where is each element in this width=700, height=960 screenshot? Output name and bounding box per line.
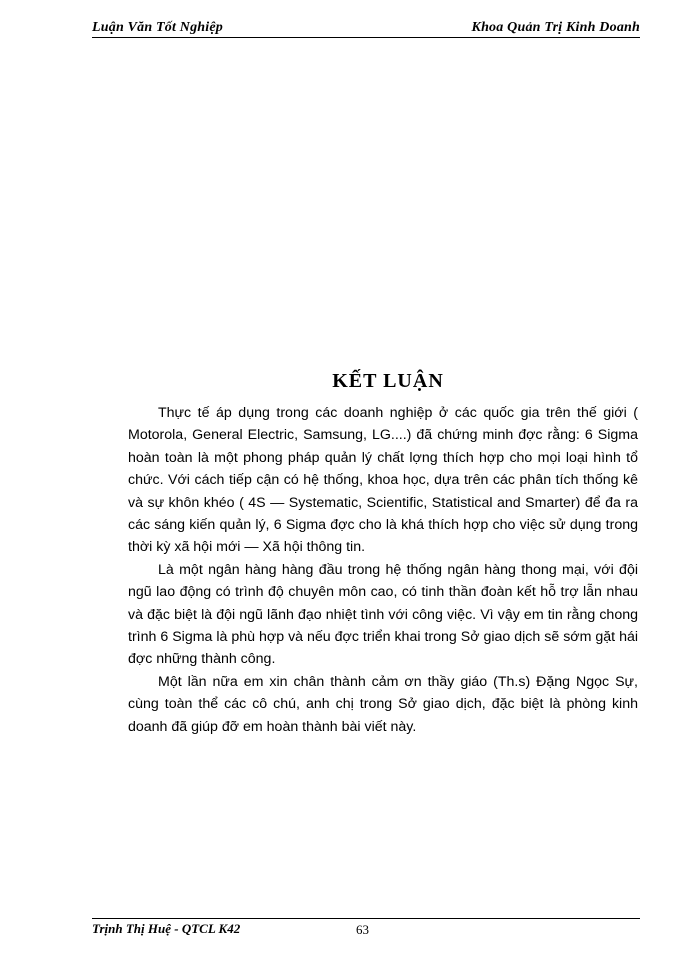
footer-divider xyxy=(92,918,640,919)
page-number: 63 xyxy=(356,922,369,937)
paragraph: Thực tế áp dụng trong các doanh nghiệp ở các quốc gia trên thế giới ( Motorola, General Electric, Samsung, LG....) đã chứng minh đợc rằng: 6 Sigma hoàn toàn là một phong pháp quản lý chất lợng thích hợp cho mọi loại hình tổ chức. Với cách tiếp cận có hệ thống, khoa học, dựa trên các phân tích thống kê và sự khôn khéo ( 4S — Systematic, Scientific, Statistical and Smarter) để đa ra các sáng kiến quản lý, 6 Sigma đợc cho là khá thích hợp cho việc sử dụng trong thời kỳ xã hội mới — Xã hội thông tin. xyxy=(128,405,638,556)
paragraph: Là một ngân hàng hàng đầu trong hệ thống ngân hàng thong mại, với đội ngũ lao động có trình độ chuyên môn cao, có tinh thần đoàn kết hỗ trợ lẫn nhau và đặc biệt là đội ngũ lãnh đạo nhiệt tình với công việc. Vì vậy em tin rằng chong trình 6 Sigma là phù hợp và nếu đợc triển khai trong Sở giao dịch sẽ sớm gặt hái đợc những thành công. xyxy=(128,561,638,668)
header-left-text: Luận Văn Tốt Nghiệp xyxy=(92,20,223,35)
header-divider xyxy=(92,37,640,38)
page-title: KẾT LUẬN xyxy=(332,370,444,392)
paragraph: Một lần nữa em xin chân thành cảm ơn thầy giáo (Th.s) Đặng Ngọc Sự, cùng toàn thể các cô chú, anh chị trong Sở giao dịch, đặc biệt là phòng kinh doanh đã giúp đỡ em hoàn thành bài viết này. xyxy=(128,673,638,735)
header-right-text: Khoa Quản Trị Kinh Doanh xyxy=(471,20,640,35)
body-text xyxy=(128,402,638,738)
footer-author: Trịnh Thị Huệ - QTCL K42 xyxy=(92,921,241,936)
page-header xyxy=(92,16,640,38)
